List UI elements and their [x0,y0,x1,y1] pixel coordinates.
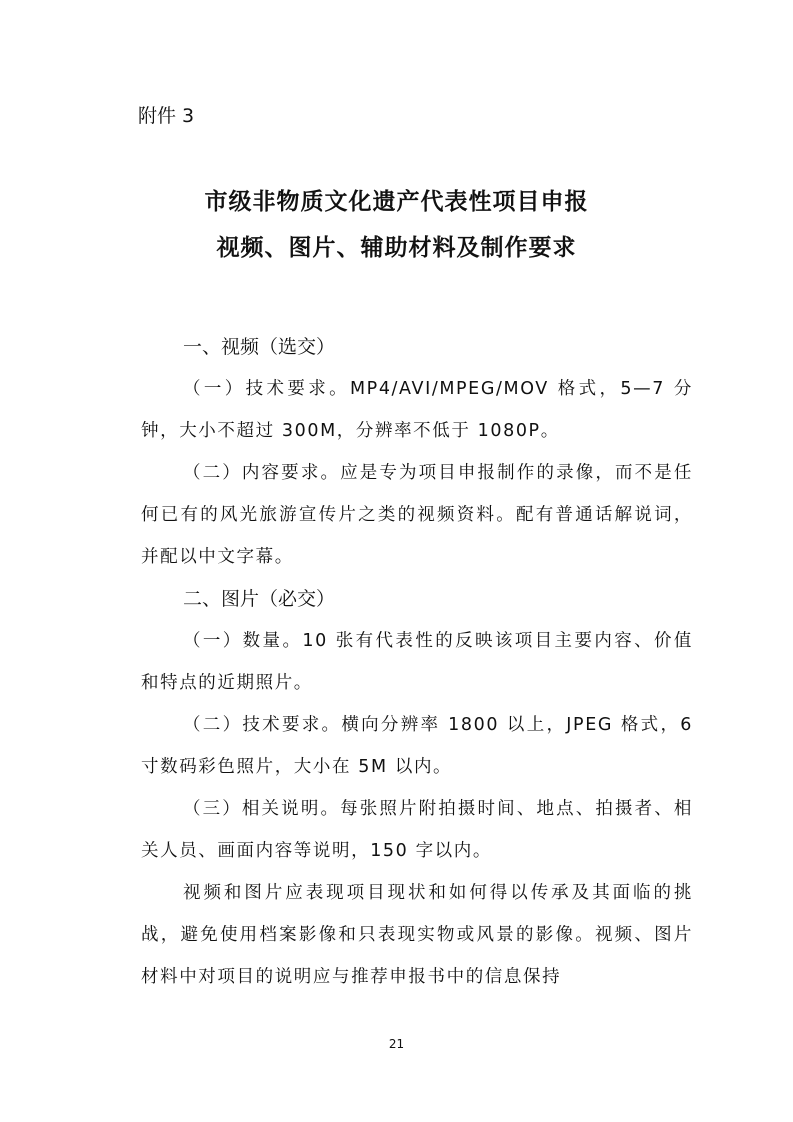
document-title-line-2: 视频、图片、辅助材料及制作要求 [216,234,577,261]
paragraph-images-notes: （三）相关说明。每张照片附拍摄时间、地点、拍摄者、相关人员、画面内容等说明，150 字以内。 [141,799,693,861]
paragraph-video-content: （二）内容要求。应是专为项目申报制作的录像，而不是任何已有的风光旅游宣传片之类的视频资料。配有普通话解说词，并配以中文字幕。 [141,463,693,567]
document-body [141,326,693,998]
paragraph-general-requirements: 视频和图片应表现项目现状和如何得以传承及其面临的挑战，避免使用档案影像和只表现实物或风景的影像。视频、图片材料中对项目的说明应与推荐申报书中的信息保持 [141,883,693,987]
paragraph-images-tech: （二）技术要求。横向分辨率 1800 以上，JPEG 格式，6 寸数码彩色照片，大小在 5M 以内。 [141,715,693,777]
document-title-line-1: 市级非物质文化遗产代表性项目申报 [204,188,589,215]
page-number: 21 [388,1037,405,1051]
section-heading-images: 二、图片（必交） [183,588,336,610]
paragraph-video-tech: （一）技术要求。MP4/AVI/MPEG/MOV 格式，5—7 分钟，大小不超过 300M，分辨率不低于 1080P。 [141,379,693,441]
attachment-label: 附件 3 [138,105,195,127]
paragraph-images-quantity: （一）数量。10 张有代表性的反映该项目主要内容、价值和特点的近期照片。 [141,631,693,693]
section-heading-video: 一、视频（选交） [183,336,336,358]
